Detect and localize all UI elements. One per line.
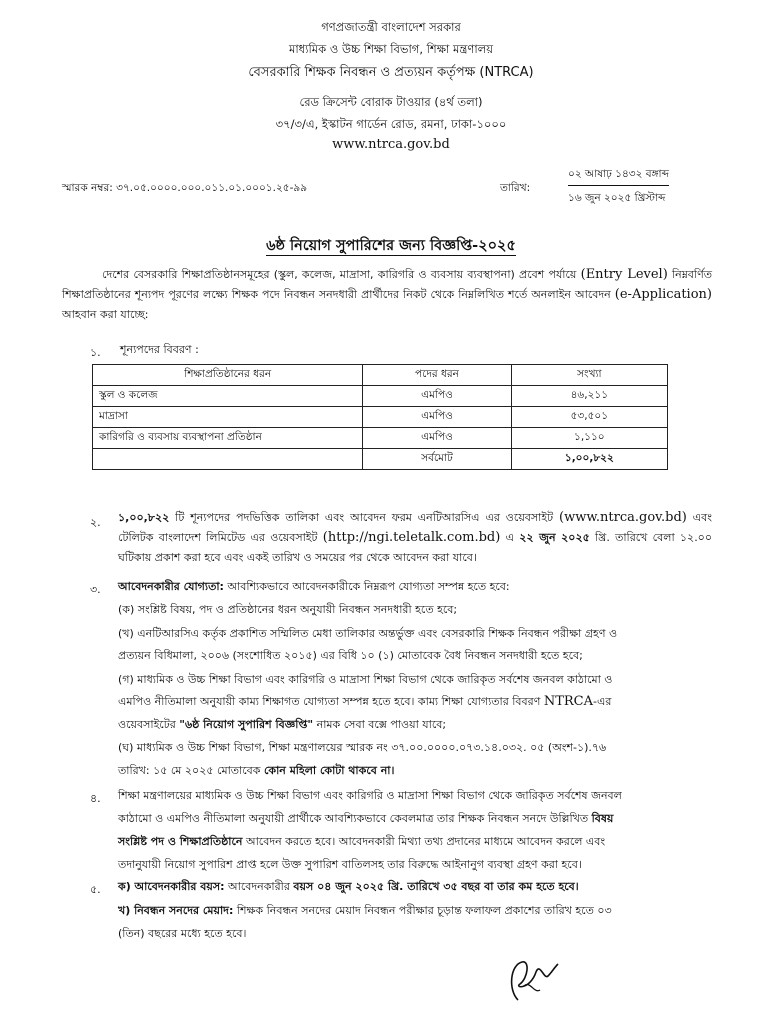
date-bangla: ০২ আষাঢ় ১৪৩২ বঙ্গাব্দ bbox=[568, 167, 669, 186]
table-cell: ১,১১০ bbox=[511, 428, 667, 449]
validity-text-2: (তিন) বছরের মধ্যে হতে হবে। bbox=[118, 927, 247, 940]
section-1-heading: শূন্যপদের বিবরণ : bbox=[120, 343, 199, 356]
intro-text-1: দেশের বেসরকারি শিক্ষাপ্রতিষ্ঠানসমূহের (স্কুল, কলেজ, মাদ্রাসা, কারিগরি ও ব্যবসায় ব্যবস্থাপনা) প্রবেশ পর্যায়ে bbox=[102, 268, 581, 281]
section-5-validity bbox=[118, 901, 612, 920]
teletalk-website-link[interactable]: (http://ngi.teletalk.com.bd) bbox=[322, 530, 501, 545]
section-4-number: ৪. bbox=[90, 792, 101, 805]
section-1-number: ১. bbox=[90, 346, 101, 359]
section-5-number: ৫. bbox=[90, 883, 101, 896]
table-total-label: সর্বমোট bbox=[363, 449, 511, 470]
section-3-intro bbox=[118, 577, 712, 596]
date-gregorian: ১৬ জুন ২০২৫ খ্রিস্টাব্দ bbox=[568, 192, 666, 204]
qualification-ga-3a: ওয়েবসাইটের bbox=[118, 718, 180, 731]
building-address: রেড ক্রিসেন্ট বোরাক টাওয়ার (৪র্থ তলা) bbox=[299, 95, 483, 109]
qualification-ga-2a: এমপিও নীতিমালা অনুযায়ী কাম্য শিক্ষাগত যোগ্যতা সম্পন্ন হতে হবে। কাম্য শিক্ষা যোগ্যতার বিবরণ bbox=[118, 695, 544, 708]
table-row bbox=[93, 386, 668, 407]
section-4-line-1: শিক্ষা মন্ত্রণালয়ের মাধ্যমিক ও উচ্চ শিক্ষা বিভাগ এবং কারিগরি ও মাদ্রাসা শিক্ষা বিভাগ থেকে জারিকৃত সর্বশেষ জনবল bbox=[118, 789, 622, 802]
table-header-row bbox=[93, 365, 668, 386]
ministry-name: মাধ্যমিক ও উচ্চ শিক্ষা বিভাগ, শিক্ষা মন্ত্রণালয় bbox=[288, 42, 494, 56]
section-4-line-4: তদানুযায়ী নিয়োগ সুপারিশ প্রাপ্ত হলে উক্ত সুপারিশ বাতিলসহ তার বিরুদ্ধে আইনানুগ ব্যবস্থা গ্রহণ করা হবে। bbox=[118, 858, 582, 871]
table-cell: কারিগরি ও ব্যবসায় ব্যবস্থাপনা প্রতিষ্ঠান bbox=[93, 428, 363, 449]
publish-date: ২২ জুন ২০২৫ bbox=[519, 531, 590, 544]
qualification-kha-2: প্রত্যয়ন বিধিমালা, ২০০৬ (সংশোধিত ২০১৫) এর বিধি ১০ (১) মোতাবেক বৈধ নিবন্ধন সনদধারী হতে হবে; bbox=[118, 649, 583, 662]
table-cell: এমপিও bbox=[363, 428, 511, 449]
authority-name: বেসরকারি শিক্ষক নিবন্ধন ও প্রত্যয়ন কর্তৃপক্ষ (NTRCA) bbox=[248, 65, 534, 80]
qualification-kha-1: (খ) এনটিআরসিএ কর্তৃক প্রকাশিত সম্মিলিত মেধা তালিকার অন্তর্ভুক্ত এবং বেসরকারি শিক্ষক নিবন্ধন পরীক্ষা গ্রহণ ও bbox=[118, 627, 618, 640]
age-limit: বয়স ০৪ জুন ২০২৫ খ্রি. তারিখে ৩৫ বছর বা তার কম হতে হবে। bbox=[293, 880, 579, 893]
qualification-gha-1: (ঘ) মাধ্যমিক ও উচ্চ শিক্ষা বিভাগ, শিক্ষা মন্ত্রণালয়ের স্মারক নং ৩৭.০০.০০০০.০৭৩.১৪.০৩২. ০৫ (অংশ-১).৭৬ bbox=[118, 741, 607, 754]
ntrca-website-link[interactable]: (www.ntrca.gov.bd) bbox=[559, 510, 687, 525]
no-female-quota: কোন মহিলা কোটা থাকবে না। bbox=[263, 764, 395, 777]
intro-paragraph bbox=[62, 265, 712, 325]
table-header-cell: শিক্ষাপ্রতিষ্ঠানের ধরন bbox=[93, 365, 363, 386]
section-2-text bbox=[118, 508, 712, 568]
table-cell: স্কুল ও কলেজ bbox=[93, 386, 363, 407]
table-row bbox=[93, 407, 668, 428]
section-4-line-3b: আবেদন করতে হবে। আবেদনকারী মিথ্যা তথ্য প্রদানের মাধ্যমে আবেদন করলে এবং bbox=[242, 835, 606, 848]
signature-mark bbox=[500, 950, 580, 1010]
qualification-ga-3 bbox=[118, 715, 446, 734]
qualification-gha-2a: তারিখ: ১৫ মে ২০২৫ মোতাবেক bbox=[118, 764, 264, 777]
validity-text-1: শিক্ষক নিবন্ধন সনদের মেয়াদ নিবন্ধন পরীক্ষার চূড়ান্ত ফলাফল প্রকাশের তারিখ হতে ০৩ bbox=[233, 904, 612, 917]
memo-reference: স্মারক নম্বর: ৩৭.০৫.০০০০.০০০.০১১.০১.০০০১.২৫-৯৯ bbox=[62, 182, 308, 194]
qualification-ga-3c: নামক সেবা বক্সে পাওয়া যাবে; bbox=[313, 718, 447, 731]
street-address: ৩৭/৩/এ, ইস্কাটন গার্ডেন রোড, রমনা, ঢাকা-১০০০ bbox=[275, 117, 507, 131]
qualification-gha-2 bbox=[118, 761, 394, 780]
section-3-intro-text: আবশ্যিকভাবে আবেদনকারীকে নিম্নরূপ যোগ্যতা সম্পন্ন হতে হবে: bbox=[223, 580, 510, 593]
section-4-line-3 bbox=[118, 832, 605, 851]
govt-name: গণপ্রজাতন্ত্রী বাংলাদেশ সরকার bbox=[321, 20, 461, 34]
website-link[interactable]: www.ntrca.gov.bd bbox=[332, 137, 450, 152]
section-4-line-2 bbox=[118, 809, 613, 828]
section-3-number: ৩. bbox=[90, 583, 101, 596]
qualification-ga-1: (গ) মাধ্যমিক ও উচ্চ শিক্ষা বিভাগ এবং কারিগরি ও মাদ্রাসা শিক্ষা বিভাগ থেকে জারিকৃত সর্বশেষ জনবল কাঠামো ও bbox=[118, 673, 613, 686]
section-2-text-4: খ্রি. তারিখে বেলা ১২.০০ ঘটিকায় প্রকাশ করা হবে এবং একই তারিখ ও সময়ের পর থেকে আবেদন করা যাবে। bbox=[118, 531, 712, 564]
section-2-text-2: এবং টেলিটক বাংলাদেশ লিমিটেড এর ওয়েবসাইট bbox=[118, 511, 712, 544]
table-row bbox=[93, 428, 668, 449]
section-2-number: ২. bbox=[90, 516, 101, 529]
section-5-age bbox=[118, 877, 579, 896]
intro-text-2: নিম্নবর্ণিত শিক্ষাপ্রতিষ্ঠানের শূন্যপদ পূরণের লক্ষ্যে শিক্ষক পদে নিবন্ধন সনদধারী প্রার্থীদের নিকট থেকে নিম্নলিখিত শর্তে অনলাইন আবেদন bbox=[62, 268, 712, 301]
section-2-text-3: এ bbox=[500, 531, 520, 544]
qualification-ka: (ক) সংশ্লিষ্ট বিষয়, পদ ও প্রতিষ্ঠানের ধরন অনুযায়ী নিবন্ধন সনদধারী হতে হবে; bbox=[118, 603, 458, 616]
date-label: তারিখ: bbox=[500, 182, 531, 194]
intro-entry-level: (Entry Level) bbox=[580, 267, 668, 282]
age-text-1: আবেদনকারীর bbox=[224, 880, 294, 893]
validity-label: খ) নিবন্ধন সনদের মেয়াদ: bbox=[118, 904, 234, 917]
section-2-text-1: টি শূন্যপদের পদভিত্তিক তালিকা এবং আবেদন ফরম এনটিআরসিএ এর ওয়েবসাইট bbox=[169, 511, 560, 524]
table-cell: মাদ্রাসা bbox=[93, 407, 363, 428]
table-total-value: ১,০০,৮২২ bbox=[511, 449, 667, 470]
table-cell: এমপিও bbox=[363, 386, 511, 407]
table-header-cell: পদের ধরন bbox=[363, 365, 511, 386]
section-4-bold-subject: বিষয় bbox=[591, 812, 614, 825]
table-cell: এমপিও bbox=[363, 407, 511, 428]
table-cell: ৪৬,২১১ bbox=[511, 386, 667, 407]
vacancy-count: ১,০০,৮২২ bbox=[118, 511, 170, 524]
qualification-ga-ntrca: NTRCA bbox=[543, 694, 594, 709]
qualification-ga-2 bbox=[118, 692, 611, 711]
table-total-row bbox=[93, 449, 668, 470]
table-cell bbox=[93, 449, 363, 470]
notice-title bbox=[0, 235, 782, 259]
service-box-name: "৬ষ্ঠ নিয়োগ সুপারিশ বিজ্ঞপ্তি" bbox=[179, 718, 314, 731]
table-cell: ৫৩,৫০১ bbox=[511, 407, 667, 428]
intro-e-application: (e-Application) bbox=[614, 287, 712, 302]
intro-text-3: আহবান করা যাচ্ছে: bbox=[62, 308, 149, 321]
vacancy-table bbox=[92, 364, 668, 470]
section-4-line-2a: কাঠামো ও এমপিও নীতিমালা অনুযায়ী প্রার্থীকে আবশ্যিকভাবে কেবলমাত্র তার শিক্ষক নিবন্ধন সনদে উল্লিখিত bbox=[118, 812, 592, 825]
section-3-heading: আবেদনকারীর যোগ্যতা: bbox=[118, 580, 224, 593]
section-4-bold-post: সংশ্লিষ্ট পদ ও শিক্ষাপ্রতিষ্ঠানে bbox=[118, 835, 243, 848]
qualification-ga-2c: -এর bbox=[593, 695, 612, 708]
table-header-cell: সংখ্যা bbox=[511, 365, 667, 386]
age-label: ক) আবেদনকারীর বয়স: bbox=[118, 880, 225, 893]
notice-title-text: ৬ষ্ঠ নিয়োগ সুপারিশের জন্য বিজ্ঞপ্তি-২০২৫ bbox=[266, 238, 516, 254]
